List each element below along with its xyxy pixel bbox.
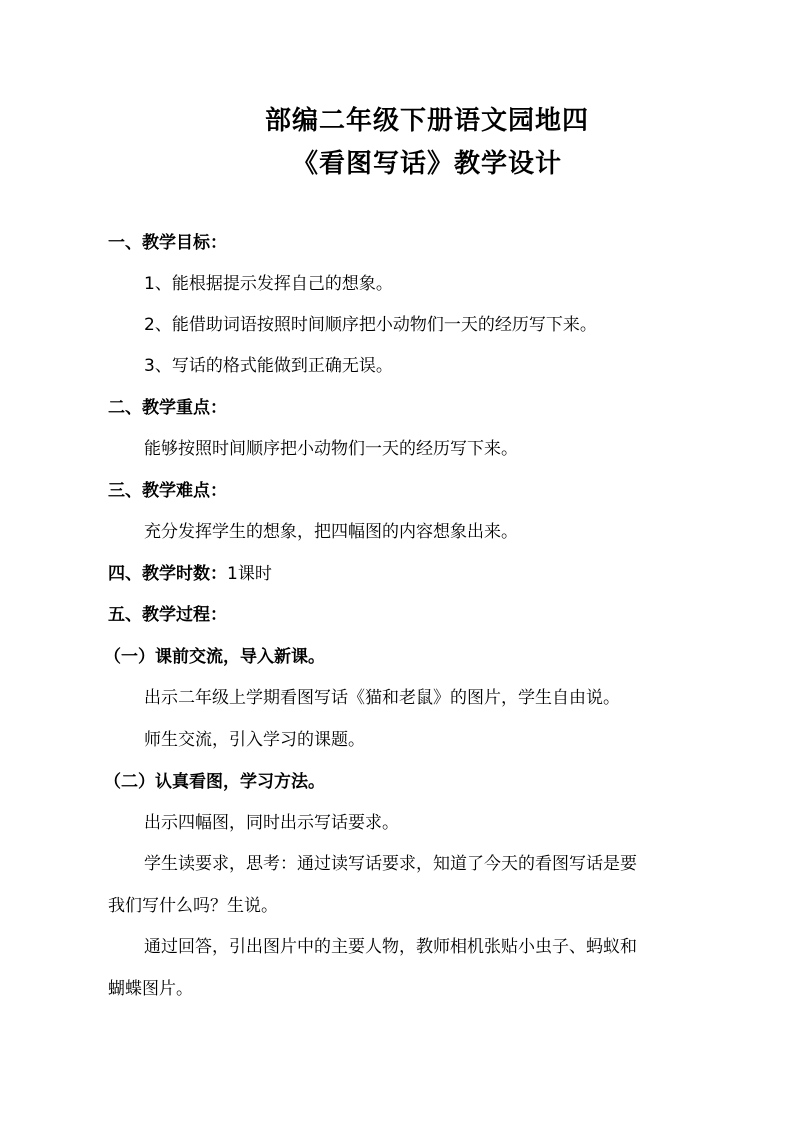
process-step2-heading: （二）认真看图，学习方法。 [104,772,325,792]
difficulties-text: 充分发挥学生的想象，把四幅图的内容想象出来。 [144,522,518,542]
section-key-points-heading: 二、教学重点： [108,398,227,418]
section-hours [108,562,272,586]
section-hours-value: 1课时 [227,564,272,584]
process-step1-line: 出示二年级上学期看图写话《猫和老鼠》的图片，学生自由说。 [144,688,620,708]
goal-item: 1、能根据提示发挥自己的想象。 [144,274,393,294]
section-hours-heading: 四、教学时数： [108,564,227,584]
section-process-heading: 五、教学过程： [108,605,227,625]
process-step2-para2-line1: 学生读要求，思考：通过读写话要求，知道了今天的看图写话是要 [144,854,637,874]
process-step2-para3-line1: 通过回答，引出图片中的主要人物，教师相机张贴小虫子、蚂蚁和 [144,937,637,957]
process-step2-line: 出示四幅图，同时出示写话要求。 [144,813,399,833]
goal-item: 2、能借助词语按照时间顺序把小动物们一天的经历写下来。 [144,315,597,335]
process-step1-line: 师生交流，引入学习的课题。 [144,730,365,750]
document-title-line2: 《看图写话》教学设计 [291,149,562,179]
section-goals-heading: 一、教学目标： [108,233,227,253]
document-title-line1: 部编二年级下册语文园地四 [264,106,589,136]
key-points-text: 能够按照时间顺序把小动物们一天的经历写下来。 [144,439,518,459]
process-step2-para2-line2: 我们写什么吗？生说。 [108,896,278,916]
process-step2-para3-line2: 蝴蝶图片。 [108,979,193,999]
section-difficulties-heading: 三、教学难点： [108,481,227,501]
process-step1-heading: （一）课前交流，导入新课。 [104,647,325,667]
goal-item: 3、写话的格式能做到正确无误。 [144,356,393,376]
